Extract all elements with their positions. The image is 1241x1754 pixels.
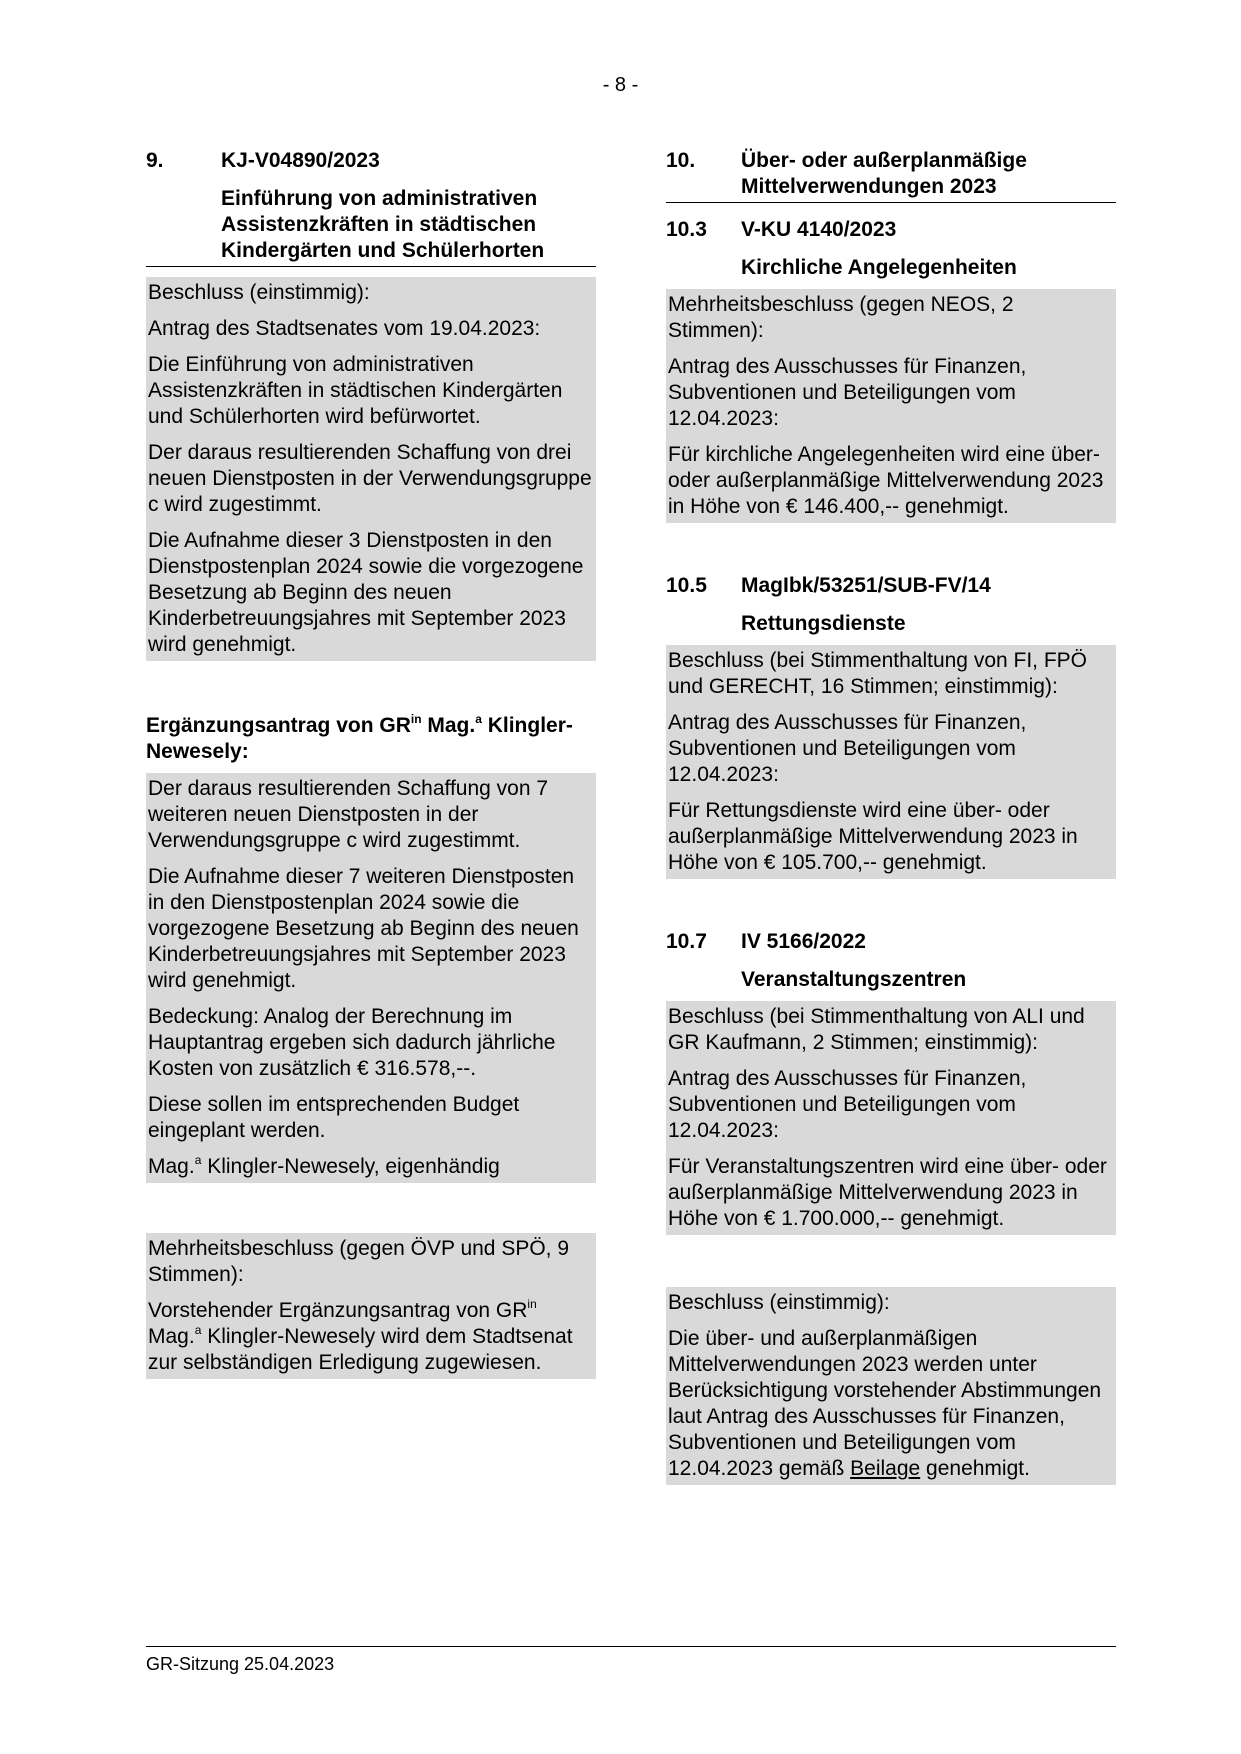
section-10-3-box	[666, 289, 1116, 523]
amendment-signature: Mag.$^a$ Klingler-Newesely, eigenhändig	[148, 1153, 500, 1178]
right-column	[666, 148, 1116, 1485]
footer-divider	[146, 1646, 1116, 1647]
section-10-title: Über- oder außerplanmäßige Mittelverwendungen 2023	[741, 149, 1027, 198]
resolution-paragraph: Mehrheitsbeschluss (gegen NEOS, 2 Stimmen):	[668, 293, 1014, 342]
final-resolution-paragraph: Die über- und außerplanmäßigen Mittelverwendungen 2023 werden unter Berücksichtigung vorstehender Abstimmungen laut Antrag des Ausschusses für Finanzen, Subventionen und Beteiligungen vom 12.04.2023 gemäß Beilage genehmigt.	[668, 1327, 1102, 1480]
section-10-5-number: 10.5	[666, 574, 707, 597]
resolution-paragraph: Antrag des Ausschusses für Finanzen, Subventionen und Beteiligungen vom 12.04.2023:	[668, 1067, 1027, 1142]
section-9-heading	[146, 148, 596, 174]
section-10-7-code: IV 5166/2022	[741, 930, 866, 953]
section-10-3-heading	[666, 217, 1116, 243]
section-10-3-number: 10.3	[666, 218, 707, 241]
resolution-paragraph: Der daraus resultierenden Schaffung von drei neuen Dienstposten in der Verwendungsgruppe c wird zugestimmt.	[148, 441, 592, 516]
resolution-paragraph: Beschluss (einstimmig):	[148, 281, 370, 304]
section-10-heading	[666, 148, 1116, 203]
amendment-paragraph: Bedeckung: Analog der Berechnung im Hauptantrag ergeben sich dadurch jährliche Kosten von zusätzlich € 316.578,--.	[148, 1005, 556, 1080]
resolution-paragraph: Für Rettungsdienste wird eine über- oder außerplanmäßige Mittelverwendung 2023 in Höhe von € 105.700,-- genehmigt.	[668, 799, 1078, 874]
resolution-paragraph: Antrag des Ausschusses für Finanzen, Subventionen und Beteiligungen vom 12.04.2023:	[668, 711, 1027, 786]
section-10-5-box	[666, 645, 1116, 879]
footer-text: GR-Sitzung 25.04.2023	[146, 1654, 335, 1674]
amendment-paragraph: Diese sollen im entsprechenden Budget eingeplant werden.	[148, 1093, 520, 1142]
section-10-7-number: 10.7	[666, 930, 707, 953]
resolution-paragraph: Die Aufnahme dieser 3 Dienstposten in den Dienstpostenplan 2024 sowie die vorgezogene Besetzung ab Beginn des neuen Kinderbetreuungsjahres mit September 2023 wird genehmigt.	[148, 529, 584, 656]
section-10-7-heading	[666, 929, 1116, 955]
resolution-paragraph: Für kirchliche Angelegenheiten wird eine über- oder außerplanmäßige Mittelverwendung 2023 in Höhe von € 146.400,-- genehmigt.	[668, 443, 1104, 518]
section-10-5-title: Rettungsdienste	[741, 612, 906, 635]
amendment-box	[146, 773, 596, 1183]
resolution-paragraph: Beschluss (bei Stimmenthaltung von ALI und GR Kaufmann, 2 Stimmen; einstimmig):	[668, 1005, 1085, 1054]
section-10-7-title: Veranstaltungszentren	[741, 968, 967, 991]
section-9-code: KJ-V04890/2023	[221, 149, 380, 172]
section-10-3-title: Kirchliche Angelegenheiten	[741, 256, 1017, 279]
amendment-resolution-box	[146, 1233, 596, 1379]
beilage-link[interactable]: Beilage	[850, 1457, 921, 1480]
section-10-3-code: V-KU 4140/2023	[741, 218, 897, 241]
section-9-title: Einführung von administrativen Assistenzkräften in städtischen Kindergärten und Schülerhorten	[146, 186, 596, 267]
section-10-5-code: MagIbk/53251/SUB-FV/14	[741, 574, 991, 597]
resolution-paragraph: Die Einführung von administrativen Assistenzkräften in städtischen Kindergärten und Schülerhorten wird befürwortet.	[148, 353, 563, 428]
section-10-5-heading	[666, 573, 1116, 599]
resolution-paragraph: Beschluss (bei Stimmenthaltung von FI, FPÖ und GERECHT, 16 Stimmen; einstimmig):	[668, 649, 1088, 698]
section-9-resolution-box	[146, 277, 596, 661]
final-resolution-box	[666, 1287, 1116, 1485]
section-10-number: 10.	[666, 149, 696, 172]
amendment-resolution-paragraph: Vorstehender Ergänzungsantrag von $GR^{in}$ Mag.$^a$ Klingler-Newesely wird dem Stadtsenat zur selbständigen Erledigung zugewiesen.	[148, 1297, 573, 1374]
amendment-heading: Ergänzungsantrag von $GR^{in}$ Mag.$^a$ Klingler-Newesely:	[146, 712, 573, 763]
resolution-paragraph: Antrag des Ausschusses für Finanzen, Subventionen und Beteiligungen vom 12.04.2023:	[668, 355, 1027, 430]
amendment-paragraph: Die Aufnahme dieser 7 weiteren Dienstposten in den Dienstpostenplan 2024 sowie die vorgezogene Besetzung ab Beginn des neuen Kinderbetreuungsjahres mit September 2023 wird genehmigt.	[148, 865, 579, 992]
resolution-paragraph: Für Veranstaltungszentren wird eine über- oder außerplanmäßige Mittelverwendung 2023 in Höhe von € 1.700.000,-- genehmigt.	[668, 1155, 1107, 1230]
section-10-7-box	[666, 1001, 1116, 1235]
page-number: - 8 -	[602, 74, 639, 96]
section-9-number: 9.	[146, 149, 164, 172]
amendment-resolution-paragraph: Mehrheitsbeschluss (gegen ÖVP und SPÖ, 9 Stimmen):	[148, 1237, 570, 1286]
resolution-paragraph: Antrag des Stadtsenates vom 19.04.2023:	[148, 317, 541, 340]
left-column	[146, 148, 596, 1379]
amendment-paragraph: Der daraus resultierenden Schaffung von 7 weiteren neuen Dienstposten in der Verwendungsgruppe c wird zugestimmt.	[148, 777, 549, 852]
final-resolution-paragraph: Beschluss (einstimmig):	[668, 1291, 890, 1314]
